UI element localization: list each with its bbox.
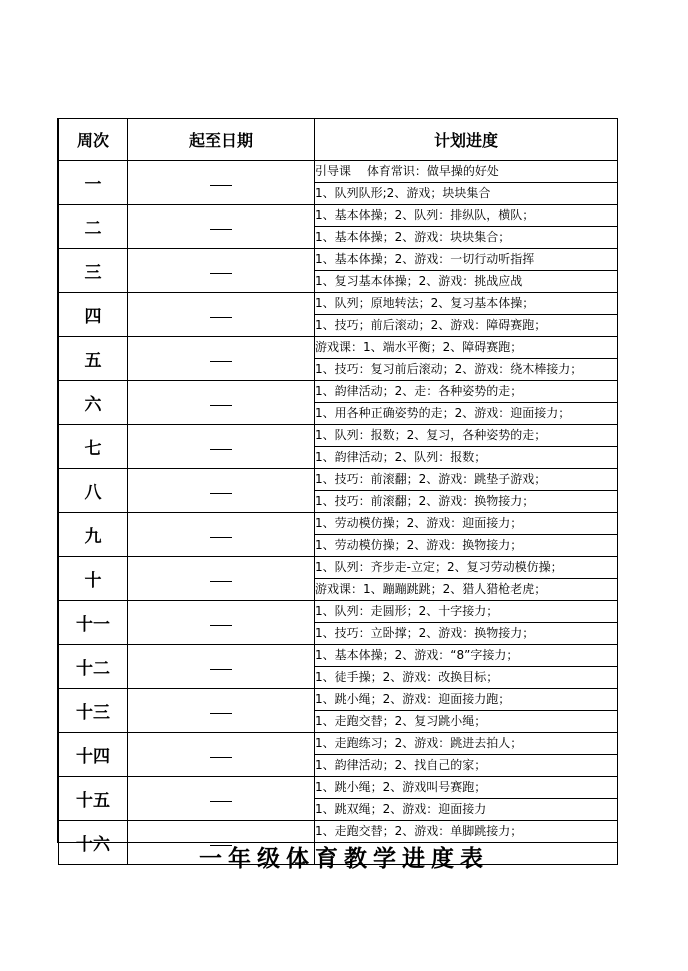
table-row	[59, 777, 618, 799]
table-row	[59, 821, 618, 843]
plan-line: 1、技巧：立卧撑；2、游戏：换物接力；	[315, 623, 618, 645]
date-cell	[128, 645, 315, 689]
date-blank-line	[210, 537, 232, 538]
plan-line: 1、复习基本体操；2、游戏：挑战应战	[315, 271, 618, 293]
week-cell: 三	[59, 249, 128, 293]
date-blank-line	[210, 361, 232, 362]
plan-line: 1、韵律活动；2、找自己的家；	[315, 755, 618, 777]
table-row	[59, 337, 618, 359]
date-cell	[128, 381, 315, 425]
date-blank-line	[210, 625, 232, 626]
date-cell	[128, 425, 315, 469]
date-blank-line	[210, 801, 232, 802]
week-cell: 十	[59, 557, 128, 601]
week-cell: 十二	[59, 645, 128, 689]
week-cell: 八	[59, 469, 128, 513]
date-blank-line	[210, 405, 232, 406]
table-header	[59, 119, 618, 161]
plan-line: 1、技巧：前滚翻；2、游戏：换物接力；	[315, 491, 618, 513]
plan-line: 1、跳双绳；2、游戏：迎面接力	[315, 799, 618, 821]
table-row	[59, 557, 618, 579]
date-cell	[128, 513, 315, 557]
plan-line: 1、队列：报数；2、复习，各种姿势的走；	[315, 425, 618, 447]
schedule-table	[58, 118, 618, 865]
table-row	[59, 601, 618, 623]
date-cell	[128, 293, 315, 337]
plan-line: 1、走跑交替；2、复习跳小绳；	[315, 711, 618, 733]
plan-line: 1、跳小绳；2、游戏叫号赛跑；	[315, 777, 618, 799]
plan-line: 1、劳动模仿操；2、游戏：换物接力；	[315, 535, 618, 557]
date-blank-line	[210, 757, 232, 758]
plan-line: 游戏课：1、端水平衡；2、障碍赛跑；	[315, 337, 618, 359]
plan-line: 引导课 体育常识：做早操的好处	[315, 161, 618, 183]
table-row	[59, 469, 618, 491]
plan-line: 1、队列：走圆形；2、十字接力；	[315, 601, 618, 623]
header-dates: 起至日期	[128, 119, 315, 161]
week-cell: 二	[59, 205, 128, 249]
table-row	[59, 425, 618, 447]
header-plan: 计划进度	[315, 119, 618, 161]
schedule-sheet	[57, 118, 618, 855]
table-row	[59, 249, 618, 271]
date-blank-line	[210, 449, 232, 450]
table-row	[59, 381, 618, 403]
plan-line: 1、队列队形;2、游戏；块块集合	[315, 183, 618, 205]
date-cell	[128, 777, 315, 821]
table-row	[59, 645, 618, 667]
plan-line: 1、劳动模仿操；2、游戏：迎面接力；	[315, 513, 618, 535]
plan-line: 1、技巧：复习前后滚动；2、游戏：绕木棒接力；	[315, 359, 618, 381]
plan-line: 1、基本体操；2、游戏：一切行动听指挥	[315, 249, 618, 271]
date-blank-line	[210, 669, 232, 670]
plan-line: 1、基本体操；2、游戏：“8”字接力；	[315, 645, 618, 667]
week-cell: 十一	[59, 601, 128, 645]
plan-line: 1、队列：齐步走-立定；2、复习劳动模仿操；	[315, 557, 618, 579]
plan-line: 1、跳小绳；2、游戏：迎面接力跑；	[315, 689, 618, 711]
plan-line: 1、队列；原地转法；2、复习基本体操；	[315, 293, 618, 315]
date-blank-line	[210, 493, 232, 494]
date-blank-line	[210, 713, 232, 714]
table-row	[59, 733, 618, 755]
table-row	[59, 205, 618, 227]
date-blank-line	[210, 185, 232, 186]
date-cell	[128, 601, 315, 645]
date-cell	[128, 689, 315, 733]
table-row	[59, 689, 618, 711]
date-blank-line	[210, 229, 232, 230]
week-cell: 十五	[59, 777, 128, 821]
plan-line: 1、走跑交替；2、游戏：单脚跳接力；	[315, 821, 618, 843]
week-cell: 六	[59, 381, 128, 425]
week-cell: 九	[59, 513, 128, 557]
date-cell	[128, 205, 315, 249]
plan-line: 1、走跑练习；2、游戏：跳进去拍人；	[315, 733, 618, 755]
week-cell: 五	[59, 337, 128, 381]
plan-line: 1、基本体操；2、队列：排纵队，横队；	[315, 205, 618, 227]
date-blank-line	[210, 581, 232, 582]
plan-line: 1、徒手操；2、游戏：改换目标；	[315, 667, 618, 689]
week-cell: 十四	[59, 733, 128, 777]
table-body	[59, 161, 618, 865]
date-cell	[128, 337, 315, 381]
plan-line: 1、技巧；前后滚动；2、游戏：障碍赛跑；	[315, 315, 618, 337]
date-cell	[128, 733, 315, 777]
table-row	[59, 161, 618, 183]
plan-line: 1、用各种正确姿势的走；2、游戏：迎面接力；	[315, 403, 618, 425]
table-row	[59, 513, 618, 535]
date-blank-line	[210, 317, 232, 318]
plan-line: 1、韵律活动；2、走：各种姿势的走；	[315, 381, 618, 403]
date-cell	[128, 161, 315, 205]
week-cell: 七	[59, 425, 128, 469]
date-cell	[128, 557, 315, 601]
document-title: 一年级体育教学进度表	[199, 845, 489, 872]
date-cell	[128, 249, 315, 293]
date-cell	[128, 469, 315, 513]
week-cell: 一	[59, 161, 128, 205]
plan-line: 1、技巧：前滚翻；2、游戏：跳垫子游戏；	[315, 469, 618, 491]
table-row	[59, 293, 618, 315]
plan-line: 游戏课：1、蹦蹦跳跳；2、猎人猎枪老虎；	[315, 579, 618, 601]
week-cell: 十六	[59, 821, 128, 865]
plan-line: 1、基本体操；2、游戏：块块集合；	[315, 227, 618, 249]
header-week: 周次	[59, 119, 128, 161]
week-cell: 四	[59, 293, 128, 337]
date-blank-line	[210, 273, 232, 274]
plan-line: 1、韵律活动；2、队列：报数；	[315, 447, 618, 469]
week-cell: 十三	[59, 689, 128, 733]
